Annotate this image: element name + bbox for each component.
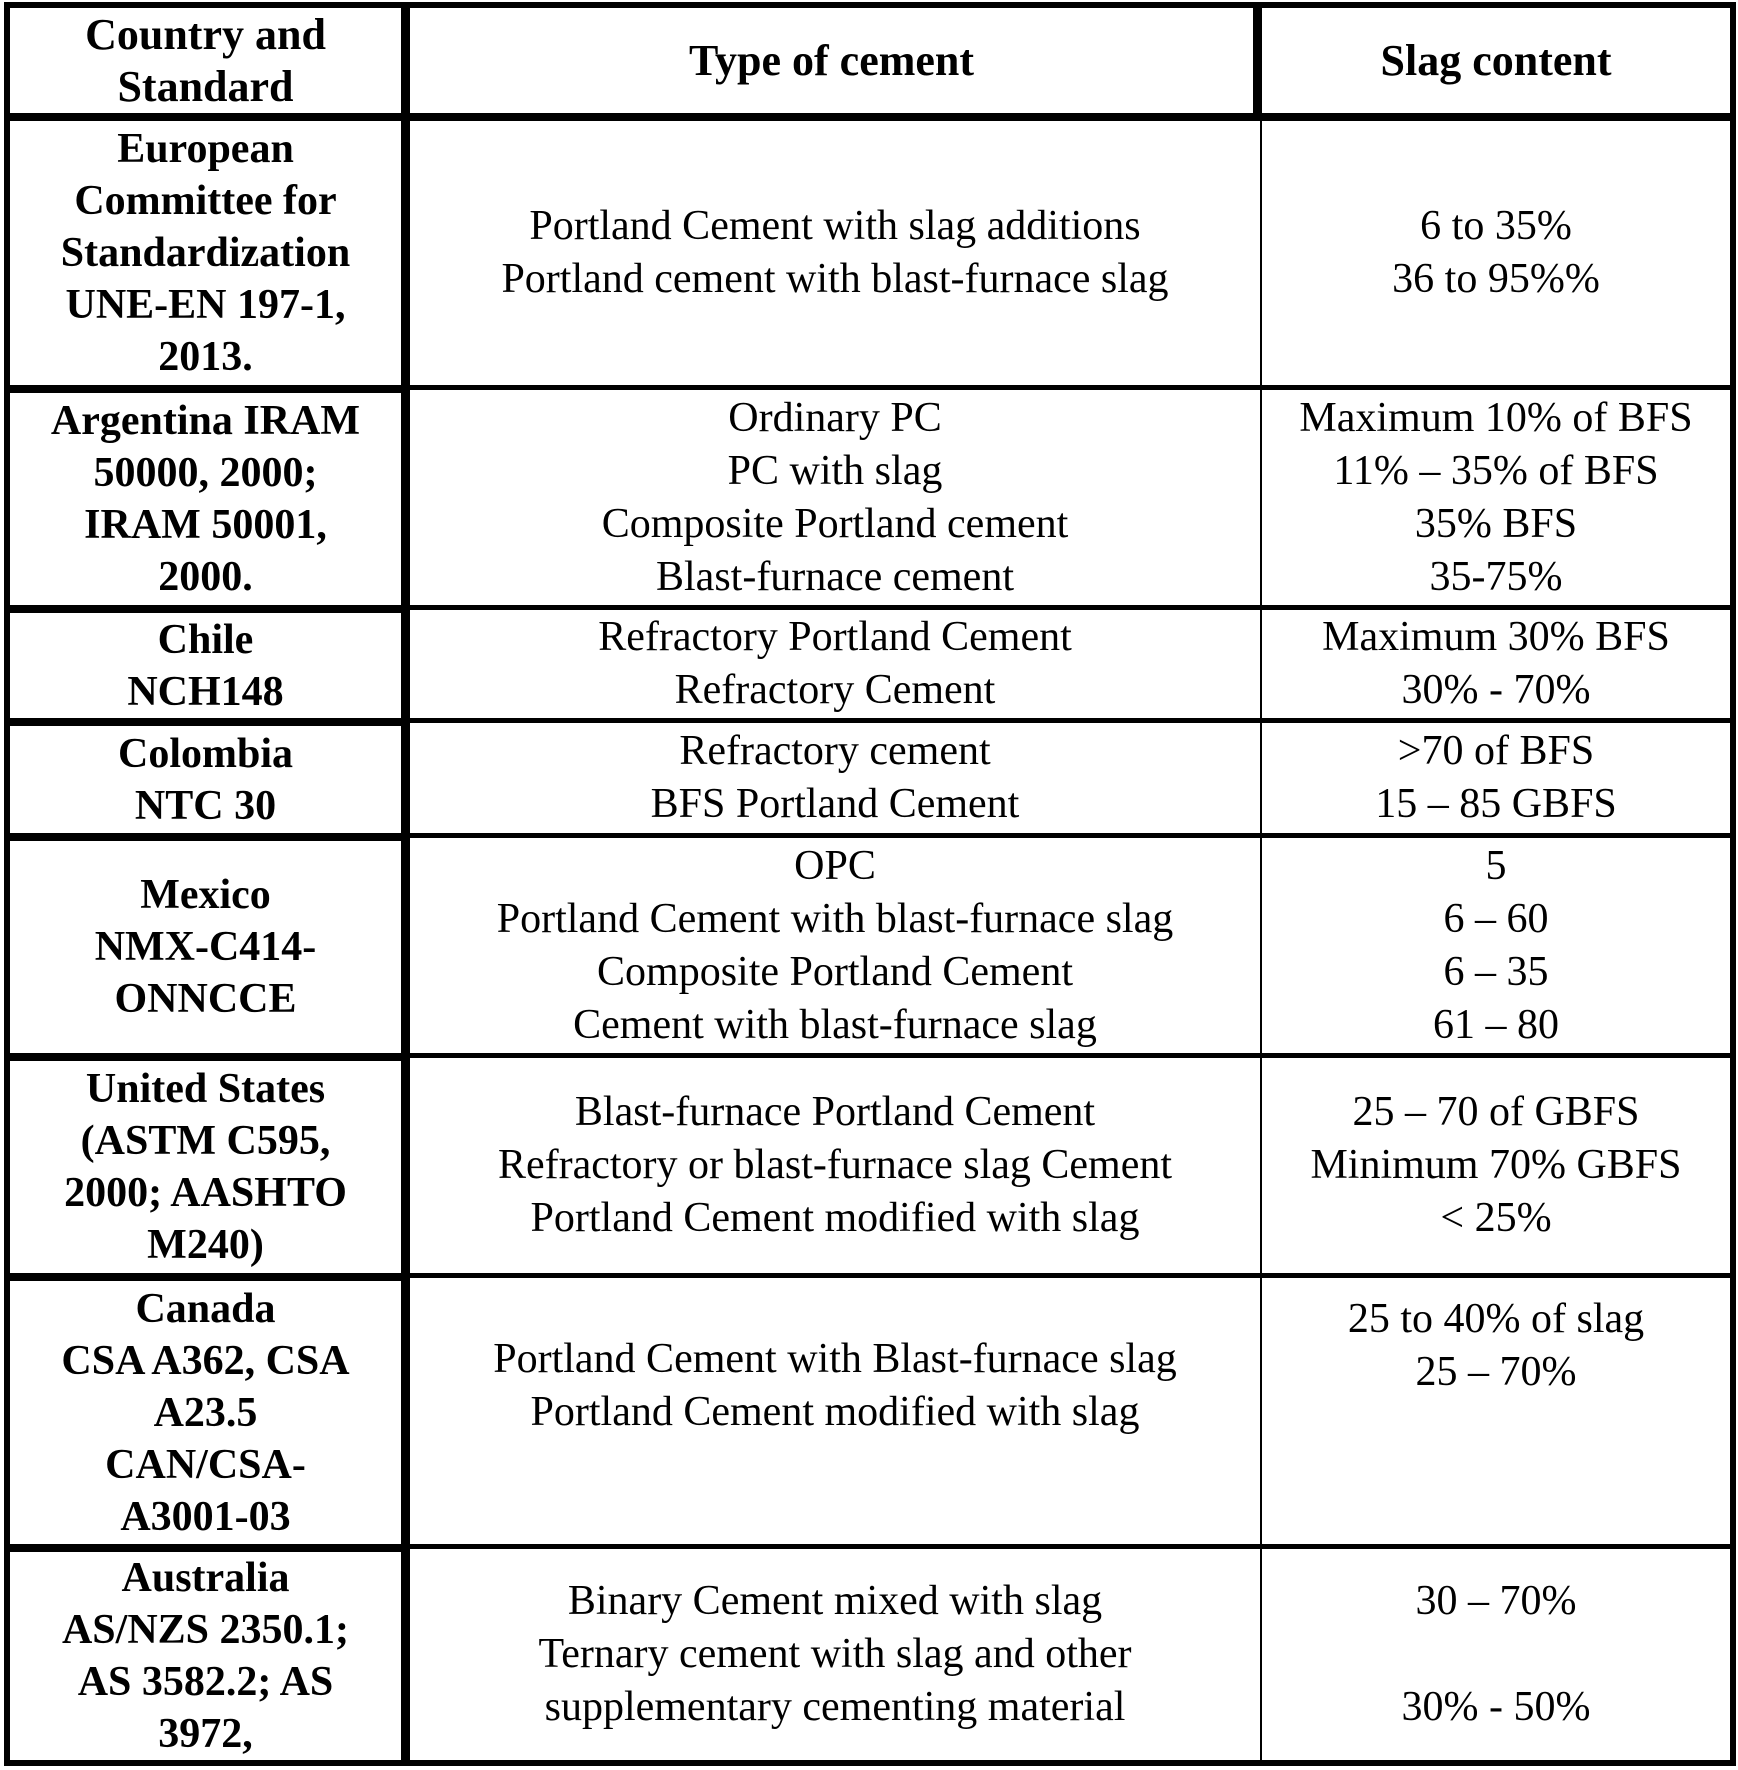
slag-line: 6 to 35% bbox=[1420, 203, 1572, 249]
slag-line: 30% - 70% bbox=[1401, 667, 1591, 713]
row-slag-colombia bbox=[1262, 723, 1730, 833]
country-line: 2013. bbox=[158, 334, 253, 380]
country-line: NTC 30 bbox=[134, 782, 277, 829]
type-line: Portland Cement with Blast-furnace slag bbox=[493, 1336, 1177, 1382]
slag-line: 15 – 85 GBFS bbox=[1375, 781, 1617, 827]
row-country-chile bbox=[10, 613, 401, 718]
country-line: AS/NZS 2350.1; bbox=[61, 1607, 350, 1653]
row-slag-european bbox=[1262, 121, 1730, 385]
slag-line: Minimum 70% GBFS bbox=[1310, 1142, 1682, 1188]
row-types-european bbox=[410, 121, 1260, 385]
country-line: 2000. bbox=[158, 554, 253, 600]
type-line: supplementary cementing material bbox=[544, 1684, 1126, 1730]
slag-line: 6 – 60 bbox=[1443, 895, 1549, 942]
country-line: IRAM 50001, bbox=[84, 502, 327, 548]
header-label: Slag content bbox=[1380, 35, 1612, 85]
type-line: Ternary cement with slag and other bbox=[538, 1631, 1132, 1677]
type-line: OPC bbox=[794, 842, 876, 889]
country-line: ONNCCE bbox=[114, 976, 297, 1022]
row-slag-argentina bbox=[1262, 390, 1730, 605]
country-line: A3001-03 bbox=[120, 1493, 291, 1540]
country-line: NMX-C414- bbox=[94, 924, 317, 970]
slag-line: 25 – 70% bbox=[1415, 1349, 1577, 1395]
slag-line: 36 to 95%% bbox=[1392, 256, 1600, 302]
row-types-colombia bbox=[410, 723, 1260, 833]
type-line: Composite Portland cement bbox=[601, 500, 1069, 547]
row-slag-chile bbox=[1262, 610, 1730, 718]
country-line: European bbox=[117, 126, 294, 172]
row-country-colombia bbox=[10, 726, 401, 833]
type-line: Composite Portland Cement bbox=[597, 948, 1073, 995]
row-types-canada bbox=[410, 1278, 1260, 1544]
type-line: Portland Cement modified with slag bbox=[530, 1195, 1140, 1241]
row-country-european bbox=[10, 121, 401, 385]
slag-line: 11% – 35% of BFS bbox=[1333, 447, 1659, 494]
cement-slag-table bbox=[4, 2, 1736, 1766]
header-line: Country and bbox=[85, 9, 326, 59]
country-line: 50000, 2000; bbox=[93, 450, 318, 496]
type-line: Cement with blast-furnace slag bbox=[573, 1001, 1097, 1048]
country-line: M240) bbox=[147, 1222, 264, 1268]
row-country-canada bbox=[10, 1281, 401, 1544]
row-slag-australia bbox=[1262, 1549, 1730, 1760]
country-line: AS 3582.2; AS bbox=[77, 1659, 334, 1705]
country-line: Committee for bbox=[74, 178, 337, 224]
row-slag-mexico bbox=[1262, 838, 1730, 1053]
row-country-argentina bbox=[10, 393, 401, 605]
type-line: Portland Cement modified with slag bbox=[530, 1389, 1140, 1435]
country-line: Colombia bbox=[117, 730, 293, 777]
slag-line: 25 – 70 of GBFS bbox=[1352, 1089, 1640, 1135]
slag-line: 35% BFS bbox=[1414, 500, 1578, 547]
country-line: CAN/CSA- bbox=[105, 1441, 306, 1488]
type-line: PC with slag bbox=[727, 447, 943, 494]
country-line: UNE-EN 197-1, bbox=[65, 282, 346, 328]
country-line: Canada bbox=[135, 1285, 276, 1332]
type-line: Blast-furnace Portland Cement bbox=[574, 1089, 1096, 1135]
row-types-united-states bbox=[410, 1058, 1260, 1273]
header-country-standard bbox=[10, 8, 401, 113]
country-line: Chile bbox=[157, 616, 254, 663]
type-line: Portland cement with blast-furnace slag bbox=[501, 256, 1169, 302]
row-country-australia bbox=[10, 1552, 401, 1760]
row-types-chile bbox=[410, 610, 1260, 718]
country-line: (ASTM C595, bbox=[80, 1118, 331, 1164]
header-slag-content bbox=[1262, 8, 1730, 113]
header-label: Type of cement bbox=[688, 35, 975, 85]
slag-line: 30 – 70% bbox=[1415, 1578, 1577, 1624]
row-types-australia bbox=[410, 1549, 1260, 1760]
country-line: Mexico bbox=[140, 872, 271, 918]
type-line: Refractory cement bbox=[679, 728, 991, 774]
row-types-mexico bbox=[410, 838, 1260, 1053]
type-line: Portland Cement with blast-furnace slag bbox=[496, 895, 1174, 942]
slag-line: 30% - 50% bbox=[1401, 1684, 1591, 1730]
slag-line: Maximum 30% BFS bbox=[1322, 614, 1670, 660]
country-line: A23.5 bbox=[153, 1389, 258, 1436]
slag-line: >70 of BFS bbox=[1397, 728, 1595, 774]
slag-line: 5 bbox=[1485, 842, 1507, 889]
type-line: Refractory Cement bbox=[674, 667, 996, 713]
slag-line: < 25% bbox=[1440, 1195, 1552, 1241]
slag-line: 35-75% bbox=[1429, 553, 1563, 600]
row-slag-united-states bbox=[1262, 1058, 1730, 1273]
type-line: Ordinary PC bbox=[728, 394, 942, 441]
country-line: 2000; AASHTO bbox=[64, 1170, 347, 1216]
header-type-of-cement bbox=[410, 8, 1253, 113]
country-line: Argentina IRAM bbox=[50, 398, 361, 444]
type-line: Refractory Portland Cement bbox=[598, 614, 1072, 660]
row-country-mexico bbox=[10, 841, 401, 1053]
type-line: Binary Cement mixed with slag bbox=[567, 1578, 1103, 1624]
country-line: Australia bbox=[121, 1555, 290, 1601]
country-line: Standardization bbox=[60, 230, 351, 276]
type-line: Portland Cement with slag additions bbox=[529, 203, 1141, 249]
type-line: Refractory or blast-furnace slag Cement bbox=[497, 1142, 1173, 1188]
row-types-argentina bbox=[410, 390, 1260, 605]
country-line: NCH148 bbox=[127, 668, 284, 715]
country-line: 3972, bbox=[158, 1711, 253, 1757]
slag-line: 61 – 80 bbox=[1433, 1001, 1559, 1048]
row-slag-canada bbox=[1262, 1278, 1730, 1544]
type-line: Blast-furnace cement bbox=[656, 553, 1014, 600]
type-line: BFS Portland Cement bbox=[650, 781, 1020, 827]
slag-line: Maximum 10% of BFS bbox=[1299, 394, 1693, 441]
slag-line: 6 – 35 bbox=[1443, 948, 1549, 995]
country-line: CSA A362, CSA bbox=[61, 1337, 350, 1384]
slag-line: 25 to 40% of slag bbox=[1347, 1296, 1645, 1342]
row-country-united-states bbox=[10, 1061, 401, 1273]
country-line: United States bbox=[85, 1066, 326, 1112]
header-line: Standard bbox=[117, 61, 294, 111]
